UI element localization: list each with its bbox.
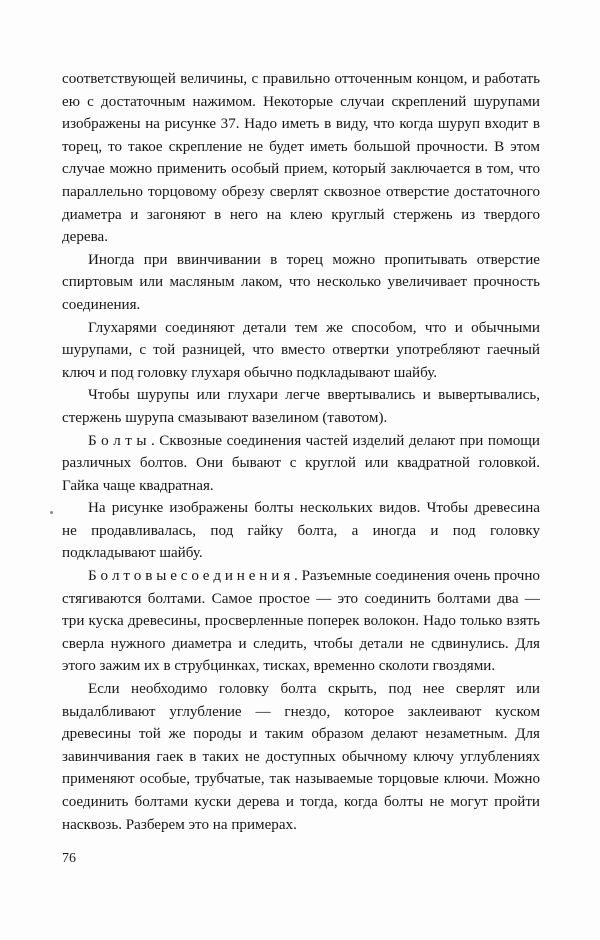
- paragraph-8: Если необходимо головку болта скрыть, под нее сверлят или выдалбливают углубление — гнездо, которое заклеивают куском древесины той же породы и таким образом делают незаметным. Для завинчивания гаек в таких не доступных обычному ключу углублениях применяют особые, трубчатые, так называемые торцовые ключи. Можно соединить болтами куски дерева и тогда, когда болты не могут пройти насквозь. Разберем это на примерах.: [62, 681, 540, 833]
- paragraph-3: Глухарями соединяют детали тем же способом, что и обычными шурупами, с той разницей, что вместо отвертки употребляют гаечный ключ и под головку глухаря обычно подкладывают шайбу.: [62, 319, 540, 381]
- paragraph-2: Иногда при ввинчивании в торец можно пропитывать отверстие спиртовым или масляным лаком, что несколько увеличивает прочность соединения.: [62, 251, 540, 313]
- paragraph-5-lead: Б о л т ы .: [88, 432, 155, 449]
- paragraph-5-body: Сквозные соединения частей изделий делают при помощи различных болтов. Они бывают с круглой или квадратной головкой. Гайка чаще квадратная.: [62, 432, 540, 494]
- paragraph-4: Чтобы шурупы или глухари легче ввертывались и вывертывались, стержень шурупа смазывают вазелином (тавотом).: [62, 387, 540, 426]
- paragraph-5: [62, 430, 540, 498]
- paragraph-7-lead: Б о л т о в ы е с о е д и н е н и я .: [88, 568, 298, 585]
- paragraph-7: [62, 565, 540, 678]
- body-text-column: [62, 68, 540, 836]
- ink-speck: [50, 511, 53, 514]
- paragraph-1: соответствующей величины, с правильно отточенным концом, и работать ею с достаточным нажимом. Некоторые случаи скреплений шурупами изображены на рисунке 37. Надо иметь в виду, что когда шуруп входит в торец, то такое скрепление не будет иметь большой прочности. В этом случае можно применить особый прием, который заключается в том, что параллельно торцовому обрезу сверлят сквозное отверстие достаточного диаметра и загоняют в него на клею круглый стержень из твердого дерева.: [62, 71, 540, 246]
- page-number: 76: [62, 851, 76, 866]
- paragraph-7-body: Разъемные соединения очень прочно стягиваются болтами. Самое простое — это соединить болтами два — три куска древесины, просверленные поперек волокон. Надо только взять сверла нужного диаметра и следить, чтобы детали не сдвинулись. Для этого зажим их в струбцинках, тисках, временно сколоти гвоздями.: [62, 568, 540, 675]
- paragraph-6: На рисунке изображены болты нескольких видов. Чтобы древесина не продавливалась, под гайку болта, а иногда и под головку подкладывают шайбу.: [62, 500, 540, 562]
